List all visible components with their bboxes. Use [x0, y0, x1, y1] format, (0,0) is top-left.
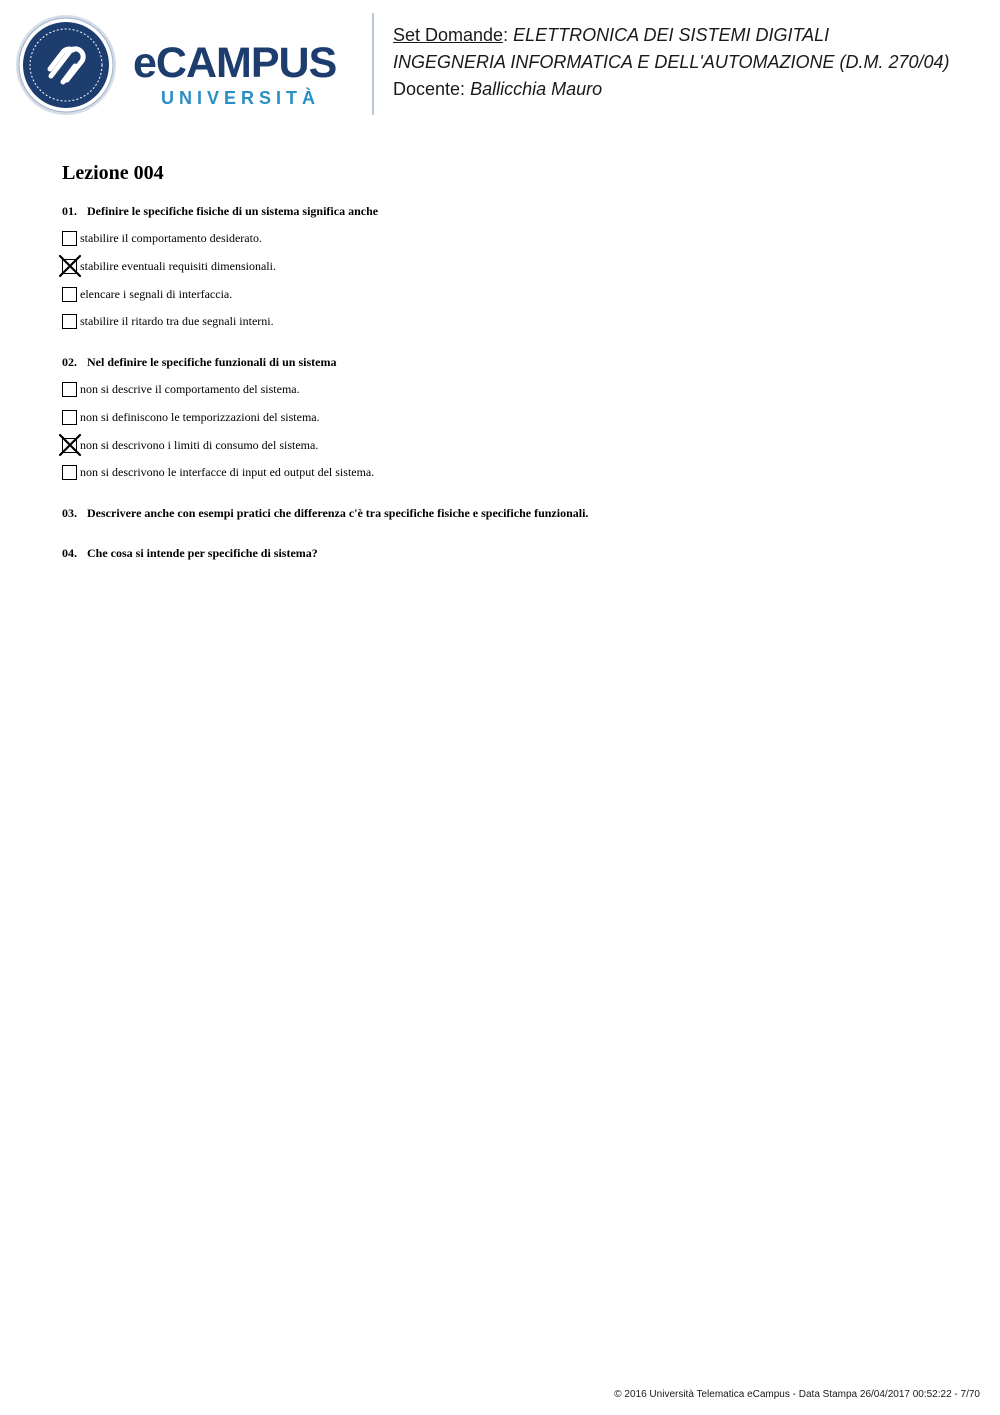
teacher-name: Ballicchia Mauro: [470, 79, 603, 99]
lesson-title: Lezione 004: [62, 162, 164, 184]
course-name: ELETTRONICA DEI SISTEMI DIGITALI: [513, 25, 830, 45]
question-number: 03.: [62, 506, 77, 520]
answer-checkbox[interactable]: [62, 410, 77, 425]
answer-text: stabilire il ritardo tra due segnali interni.: [80, 314, 274, 328]
degree-name: INGEGNERIA INFORMATICA E DELL'AUTOMAZIONE (D.M. 270/04): [393, 52, 950, 72]
teacher-line: [393, 76, 950, 103]
question-01: [62, 203, 378, 219]
answer-text: elencare i segnali di interfaccia.: [80, 287, 233, 301]
header-info: [393, 22, 950, 103]
course-line: [393, 22, 950, 49]
question-02: [62, 354, 336, 370]
answer-text: non si descrivono i limiti di consumo del sistema.: [80, 438, 319, 452]
answer-checkbox[interactable]: [62, 314, 77, 329]
question-text: Che cosa si intende per specifiche di sistema?: [87, 546, 318, 560]
cross-mark-icon: [58, 433, 82, 457]
question-04: [62, 545, 318, 561]
answer-text: non si definiscono le temporizzazioni del sistema.: [80, 410, 320, 424]
question-text: Nel definire le specifiche funzionali di un sistema: [87, 355, 337, 369]
cross-mark-icon: [58, 254, 82, 278]
set-label: Set Domande: [393, 25, 504, 45]
question-number: 02.: [62, 355, 77, 369]
set-separator: :: [503, 25, 509, 45]
question-text: Descrivere anche con esempi pratici che differenza c'è tra specifiche fisiche e specifiche funzionali.: [87, 506, 589, 520]
question-text: Definire le specifiche fisiche di un sistema significa anche: [87, 204, 379, 218]
header-divider: [372, 13, 374, 115]
brand-logo: [133, 40, 358, 112]
brand-subtitle: UNIVERSITÀ: [161, 88, 321, 108]
question-number: 04.: [62, 546, 77, 560]
answer-checkbox[interactable]: [62, 231, 77, 246]
answer-text: non si descrivono le interfacce di input ed output del sistema.: [80, 465, 375, 479]
question-number: 01.: [62, 204, 77, 218]
answer-checkbox[interactable]: [62, 465, 77, 480]
answer-checkbox[interactable]: [62, 382, 77, 397]
answer-text: non si descrive il comportamento del sistema.: [80, 382, 300, 396]
answer-checkbox[interactable]: [62, 287, 77, 302]
question-03: [62, 505, 588, 521]
page-footer: © 2016 Università Telematica eCampus - Data Stampa 26/04/2017 00:52:22 - 7/70: [614, 1389, 980, 1400]
university-seal-logo: [15, 14, 117, 116]
brand-name: eCAMPUS: [133, 39, 337, 87]
answer-text: stabilire il comportamento desiderato.: [80, 231, 262, 245]
teacher-label: Docente:: [393, 79, 466, 99]
answer-text: stabilire eventuali requisiti dimensionali.: [80, 259, 276, 273]
